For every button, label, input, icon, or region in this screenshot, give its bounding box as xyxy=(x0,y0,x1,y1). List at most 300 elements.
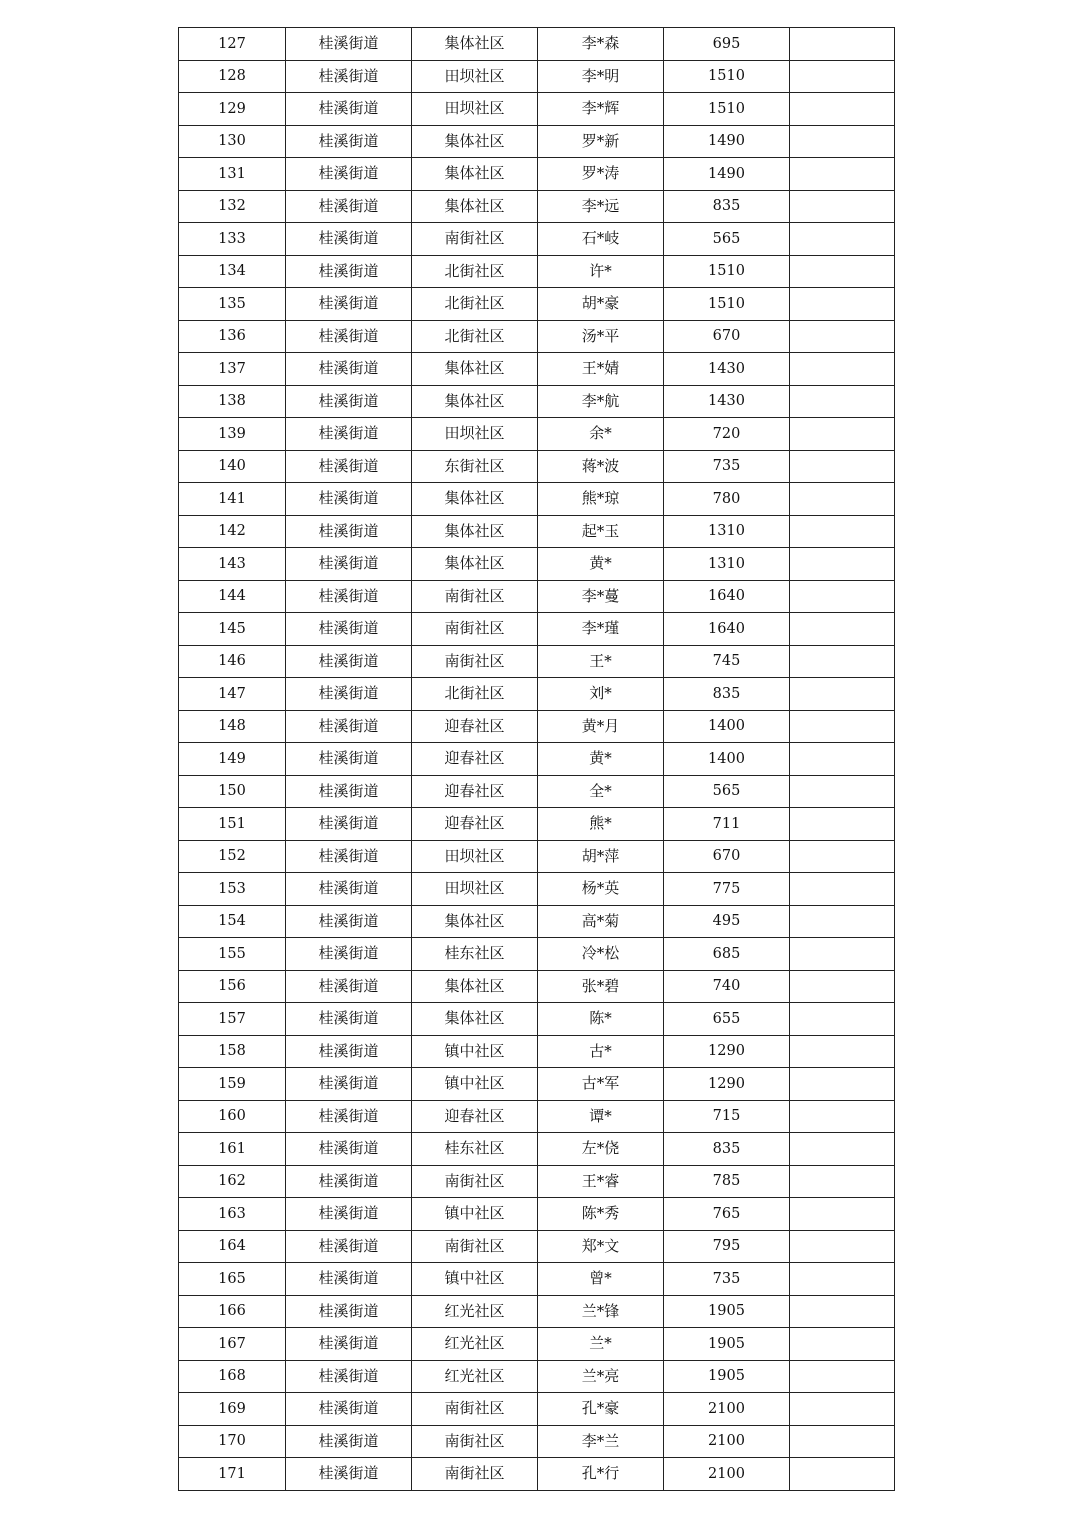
community-cell: 北街社区 xyxy=(412,288,538,321)
row-number-cell: 146 xyxy=(179,645,286,678)
table-row xyxy=(179,1035,895,1068)
row-number-cell: 149 xyxy=(179,743,286,776)
name-cell: 高*菊 xyxy=(538,905,664,938)
amount-cell: 775 xyxy=(664,873,790,906)
remark-cell xyxy=(790,775,895,808)
remark-cell xyxy=(790,938,895,971)
name-cell: 李*蔓 xyxy=(538,580,664,613)
remark-cell xyxy=(790,580,895,613)
table-row xyxy=(179,840,895,873)
amount-cell: 655 xyxy=(664,1003,790,1036)
remark-cell xyxy=(790,1068,895,1101)
name-cell: 兰*亮 xyxy=(538,1360,664,1393)
name-cell: 李*航 xyxy=(538,385,664,418)
table-row xyxy=(179,710,895,743)
community-cell: 集体社区 xyxy=(412,28,538,61)
amount-cell: 1310 xyxy=(664,515,790,548)
remark-cell xyxy=(790,1165,895,1198)
row-number-cell: 128 xyxy=(179,60,286,93)
name-cell: 汤*平 xyxy=(538,320,664,353)
name-cell: 蒋*波 xyxy=(538,450,664,483)
table-row xyxy=(179,190,895,223)
street-cell: 桂溪街道 xyxy=(286,158,412,191)
remark-cell xyxy=(790,678,895,711)
amount-cell: 1290 xyxy=(664,1035,790,1068)
table-row xyxy=(179,873,895,906)
name-cell: 全* xyxy=(538,775,664,808)
amount-cell: 565 xyxy=(664,223,790,256)
table-row xyxy=(179,483,895,516)
amount-cell: 2100 xyxy=(664,1425,790,1458)
table-row xyxy=(179,418,895,451)
name-cell: 杨*英 xyxy=(538,873,664,906)
name-cell: 陈*秀 xyxy=(538,1198,664,1231)
row-number-cell: 141 xyxy=(179,483,286,516)
street-cell: 桂溪街道 xyxy=(286,1003,412,1036)
remark-cell xyxy=(790,125,895,158)
name-cell: 孔*豪 xyxy=(538,1393,664,1426)
name-cell: 许* xyxy=(538,255,664,288)
street-cell: 桂溪街道 xyxy=(286,938,412,971)
row-number-cell: 155 xyxy=(179,938,286,971)
amount-cell: 1400 xyxy=(664,710,790,743)
community-cell: 集体社区 xyxy=(412,158,538,191)
row-number-cell: 138 xyxy=(179,385,286,418)
amount-cell: 1290 xyxy=(664,1068,790,1101)
remark-cell xyxy=(790,1328,895,1361)
row-number-cell: 163 xyxy=(179,1198,286,1231)
row-number-cell: 132 xyxy=(179,190,286,223)
community-cell: 红光社区 xyxy=(412,1295,538,1328)
name-cell: 王*婧 xyxy=(538,353,664,386)
street-cell: 桂溪街道 xyxy=(286,1068,412,1101)
row-number-cell: 153 xyxy=(179,873,286,906)
table-row xyxy=(179,450,895,483)
community-cell: 南街社区 xyxy=(412,1230,538,1263)
row-number-cell: 167 xyxy=(179,1328,286,1361)
street-cell: 桂溪街道 xyxy=(286,548,412,581)
amount-cell: 1510 xyxy=(664,93,790,126)
row-number-cell: 151 xyxy=(179,808,286,841)
table-row xyxy=(179,905,895,938)
name-cell: 王*睿 xyxy=(538,1165,664,1198)
street-cell: 桂溪街道 xyxy=(286,28,412,61)
row-number-cell: 165 xyxy=(179,1263,286,1296)
street-cell: 桂溪街道 xyxy=(286,125,412,158)
table-row xyxy=(179,1328,895,1361)
community-cell: 南街社区 xyxy=(412,223,538,256)
amount-cell: 715 xyxy=(664,1100,790,1133)
community-cell: 集体社区 xyxy=(412,385,538,418)
name-cell: 王* xyxy=(538,645,664,678)
row-number-cell: 147 xyxy=(179,678,286,711)
remark-cell xyxy=(790,158,895,191)
remark-cell xyxy=(790,255,895,288)
row-number-cell: 129 xyxy=(179,93,286,126)
remark-cell xyxy=(790,613,895,646)
amount-cell: 1510 xyxy=(664,255,790,288)
table-row xyxy=(179,385,895,418)
table-row xyxy=(179,125,895,158)
data-table xyxy=(178,27,895,1491)
remark-cell xyxy=(790,1003,895,1036)
community-cell: 桂东社区 xyxy=(412,1133,538,1166)
name-cell: 孔*行 xyxy=(538,1458,664,1491)
street-cell: 桂溪街道 xyxy=(286,970,412,1003)
amount-cell: 765 xyxy=(664,1198,790,1231)
row-number-cell: 142 xyxy=(179,515,286,548)
community-cell: 北街社区 xyxy=(412,678,538,711)
table-row xyxy=(179,60,895,93)
community-cell: 桂东社区 xyxy=(412,938,538,971)
amount-cell: 2100 xyxy=(664,1393,790,1426)
row-number-cell: 139 xyxy=(179,418,286,451)
street-cell: 桂溪街道 xyxy=(286,1100,412,1133)
amount-cell: 1490 xyxy=(664,158,790,191)
table-row xyxy=(179,645,895,678)
name-cell: 熊* xyxy=(538,808,664,841)
street-cell: 桂溪街道 xyxy=(286,1425,412,1458)
remark-cell xyxy=(790,1295,895,1328)
amount-cell: 1310 xyxy=(664,548,790,581)
table-row xyxy=(179,1295,895,1328)
amount-cell: 745 xyxy=(664,645,790,678)
amount-cell: 1640 xyxy=(664,580,790,613)
row-number-cell: 169 xyxy=(179,1393,286,1426)
remark-cell xyxy=(790,1263,895,1296)
community-cell: 镇中社区 xyxy=(412,1198,538,1231)
table-row xyxy=(179,1198,895,1231)
table-row xyxy=(179,678,895,711)
street-cell: 桂溪街道 xyxy=(286,840,412,873)
community-cell: 镇中社区 xyxy=(412,1035,538,1068)
street-cell: 桂溪街道 xyxy=(286,190,412,223)
street-cell: 桂溪街道 xyxy=(286,1458,412,1491)
table-row xyxy=(179,223,895,256)
name-cell: 胡*豪 xyxy=(538,288,664,321)
amount-cell: 720 xyxy=(664,418,790,451)
amount-cell: 565 xyxy=(664,775,790,808)
row-number-cell: 159 xyxy=(179,1068,286,1101)
name-cell: 黄* xyxy=(538,548,664,581)
remark-cell xyxy=(790,873,895,906)
row-number-cell: 158 xyxy=(179,1035,286,1068)
name-cell: 冷*松 xyxy=(538,938,664,971)
amount-cell: 1430 xyxy=(664,353,790,386)
table-body xyxy=(179,28,895,1491)
name-cell: 李*瑾 xyxy=(538,613,664,646)
name-cell: 罗*涛 xyxy=(538,158,664,191)
street-cell: 桂溪街道 xyxy=(286,1198,412,1231)
table-row xyxy=(179,580,895,613)
community-cell: 田坝社区 xyxy=(412,873,538,906)
table-row xyxy=(179,515,895,548)
name-cell: 陈* xyxy=(538,1003,664,1036)
street-cell: 桂溪街道 xyxy=(286,483,412,516)
row-number-cell: 164 xyxy=(179,1230,286,1263)
community-cell: 迎春社区 xyxy=(412,1100,538,1133)
row-number-cell: 130 xyxy=(179,125,286,158)
table-row xyxy=(179,1165,895,1198)
community-cell: 集体社区 xyxy=(412,548,538,581)
remark-cell xyxy=(790,288,895,321)
name-cell: 曾* xyxy=(538,1263,664,1296)
community-cell: 田坝社区 xyxy=(412,60,538,93)
street-cell: 桂溪街道 xyxy=(286,1263,412,1296)
remark-cell xyxy=(790,60,895,93)
table-row xyxy=(179,1133,895,1166)
community-cell: 迎春社区 xyxy=(412,775,538,808)
row-number-cell: 137 xyxy=(179,353,286,386)
table-row xyxy=(179,775,895,808)
table-row xyxy=(179,808,895,841)
name-cell: 石*岐 xyxy=(538,223,664,256)
name-cell: 谭* xyxy=(538,1100,664,1133)
name-cell: 起*玉 xyxy=(538,515,664,548)
amount-cell: 670 xyxy=(664,840,790,873)
street-cell: 桂溪街道 xyxy=(286,775,412,808)
street-cell: 桂溪街道 xyxy=(286,905,412,938)
row-number-cell: 144 xyxy=(179,580,286,613)
community-cell: 田坝社区 xyxy=(412,93,538,126)
amount-cell: 785 xyxy=(664,1165,790,1198)
community-cell: 集体社区 xyxy=(412,515,538,548)
street-cell: 桂溪街道 xyxy=(286,223,412,256)
name-cell: 李*辉 xyxy=(538,93,664,126)
amount-cell: 835 xyxy=(664,678,790,711)
remark-cell xyxy=(790,320,895,353)
table-row xyxy=(179,320,895,353)
name-cell: 胡*萍 xyxy=(538,840,664,873)
table-row xyxy=(179,28,895,61)
remark-cell xyxy=(790,93,895,126)
remark-cell xyxy=(790,385,895,418)
remark-cell xyxy=(790,1425,895,1458)
name-cell: 李*远 xyxy=(538,190,664,223)
amount-cell: 711 xyxy=(664,808,790,841)
remark-cell xyxy=(790,515,895,548)
amount-cell: 735 xyxy=(664,1263,790,1296)
amount-cell: 695 xyxy=(664,28,790,61)
community-cell: 集体社区 xyxy=(412,483,538,516)
remark-cell xyxy=(790,1458,895,1491)
row-number-cell: 143 xyxy=(179,548,286,581)
row-number-cell: 160 xyxy=(179,1100,286,1133)
street-cell: 桂溪街道 xyxy=(286,60,412,93)
row-number-cell: 131 xyxy=(179,158,286,191)
table-row xyxy=(179,1003,895,1036)
street-cell: 桂溪街道 xyxy=(286,710,412,743)
row-number-cell: 150 xyxy=(179,775,286,808)
street-cell: 桂溪街道 xyxy=(286,1393,412,1426)
community-cell: 集体社区 xyxy=(412,353,538,386)
street-cell: 桂溪街道 xyxy=(286,450,412,483)
remark-cell xyxy=(790,808,895,841)
row-number-cell: 145 xyxy=(179,613,286,646)
community-cell: 集体社区 xyxy=(412,190,538,223)
community-cell: 田坝社区 xyxy=(412,418,538,451)
street-cell: 桂溪街道 xyxy=(286,418,412,451)
remark-cell xyxy=(790,710,895,743)
community-cell: 东街社区 xyxy=(412,450,538,483)
row-number-cell: 168 xyxy=(179,1360,286,1393)
remark-cell xyxy=(790,353,895,386)
remark-cell xyxy=(790,548,895,581)
name-cell: 古* xyxy=(538,1035,664,1068)
row-number-cell: 162 xyxy=(179,1165,286,1198)
street-cell: 桂溪街道 xyxy=(286,1165,412,1198)
amount-cell: 1905 xyxy=(664,1360,790,1393)
community-cell: 红光社区 xyxy=(412,1360,538,1393)
name-cell: 黄* xyxy=(538,743,664,776)
community-cell: 田坝社区 xyxy=(412,840,538,873)
amount-cell: 835 xyxy=(664,1133,790,1166)
amount-cell: 740 xyxy=(664,970,790,1003)
community-cell: 集体社区 xyxy=(412,905,538,938)
row-number-cell: 134 xyxy=(179,255,286,288)
community-cell: 南街社区 xyxy=(412,645,538,678)
amount-cell: 2100 xyxy=(664,1458,790,1491)
remark-cell xyxy=(790,28,895,61)
remark-cell xyxy=(790,840,895,873)
amount-cell: 735 xyxy=(664,450,790,483)
amount-cell: 1905 xyxy=(664,1328,790,1361)
row-number-cell: 136 xyxy=(179,320,286,353)
row-number-cell: 170 xyxy=(179,1425,286,1458)
table-row xyxy=(179,548,895,581)
remark-cell xyxy=(790,1133,895,1166)
amount-cell: 1510 xyxy=(664,288,790,321)
name-cell: 李*森 xyxy=(538,28,664,61)
amount-cell: 795 xyxy=(664,1230,790,1263)
table-row xyxy=(179,1393,895,1426)
remark-cell xyxy=(790,1198,895,1231)
community-cell: 集体社区 xyxy=(412,125,538,158)
street-cell: 桂溪街道 xyxy=(286,743,412,776)
name-cell: 兰* xyxy=(538,1328,664,1361)
remark-cell xyxy=(790,1035,895,1068)
remark-cell xyxy=(790,450,895,483)
row-number-cell: 135 xyxy=(179,288,286,321)
row-number-cell: 157 xyxy=(179,1003,286,1036)
community-cell: 迎春社区 xyxy=(412,710,538,743)
remark-cell xyxy=(790,223,895,256)
remark-cell xyxy=(790,905,895,938)
row-number-cell: 148 xyxy=(179,710,286,743)
amount-cell: 1490 xyxy=(664,125,790,158)
street-cell: 桂溪街道 xyxy=(286,678,412,711)
street-cell: 桂溪街道 xyxy=(286,1328,412,1361)
row-number-cell: 140 xyxy=(179,450,286,483)
street-cell: 桂溪街道 xyxy=(286,1230,412,1263)
table-row xyxy=(179,255,895,288)
street-cell: 桂溪街道 xyxy=(286,353,412,386)
row-number-cell: 152 xyxy=(179,840,286,873)
row-number-cell: 156 xyxy=(179,970,286,1003)
table-row xyxy=(179,93,895,126)
row-number-cell: 171 xyxy=(179,1458,286,1491)
table-row xyxy=(179,970,895,1003)
name-cell: 李*明 xyxy=(538,60,664,93)
amount-cell: 1510 xyxy=(664,60,790,93)
name-cell: 兰*锋 xyxy=(538,1295,664,1328)
row-number-cell: 154 xyxy=(179,905,286,938)
community-cell: 镇中社区 xyxy=(412,1068,538,1101)
street-cell: 桂溪街道 xyxy=(286,515,412,548)
community-cell: 镇中社区 xyxy=(412,1263,538,1296)
amount-cell: 1400 xyxy=(664,743,790,776)
table-row xyxy=(179,1425,895,1458)
community-cell: 迎春社区 xyxy=(412,808,538,841)
name-cell: 黄*月 xyxy=(538,710,664,743)
amount-cell: 780 xyxy=(664,483,790,516)
row-number-cell: 166 xyxy=(179,1295,286,1328)
amount-cell: 685 xyxy=(664,938,790,971)
community-cell: 北街社区 xyxy=(412,255,538,288)
name-cell: 古*军 xyxy=(538,1068,664,1101)
remark-cell xyxy=(790,483,895,516)
amount-cell: 1640 xyxy=(664,613,790,646)
table-row xyxy=(179,1458,895,1491)
table-row xyxy=(179,1263,895,1296)
remark-cell xyxy=(790,970,895,1003)
table-row xyxy=(179,613,895,646)
street-cell: 桂溪街道 xyxy=(286,580,412,613)
street-cell: 桂溪街道 xyxy=(286,645,412,678)
community-cell: 南街社区 xyxy=(412,1425,538,1458)
table-row xyxy=(179,353,895,386)
street-cell: 桂溪街道 xyxy=(286,288,412,321)
street-cell: 桂溪街道 xyxy=(286,93,412,126)
community-cell: 南街社区 xyxy=(412,1458,538,1491)
table-row xyxy=(179,288,895,321)
amount-cell: 1430 xyxy=(664,385,790,418)
street-cell: 桂溪街道 xyxy=(286,255,412,288)
remark-cell xyxy=(790,645,895,678)
remark-cell xyxy=(790,1230,895,1263)
street-cell: 桂溪街道 xyxy=(286,1035,412,1068)
name-cell: 李*兰 xyxy=(538,1425,664,1458)
table-row xyxy=(179,1360,895,1393)
community-cell: 红光社区 xyxy=(412,1328,538,1361)
remark-cell xyxy=(790,1393,895,1426)
community-cell: 南街社区 xyxy=(412,1165,538,1198)
community-cell: 北街社区 xyxy=(412,320,538,353)
street-cell: 桂溪街道 xyxy=(286,320,412,353)
remark-cell xyxy=(790,190,895,223)
street-cell: 桂溪街道 xyxy=(286,385,412,418)
amount-cell: 1905 xyxy=(664,1295,790,1328)
street-cell: 桂溪街道 xyxy=(286,808,412,841)
table-row xyxy=(179,1068,895,1101)
name-cell: 余* xyxy=(538,418,664,451)
row-number-cell: 161 xyxy=(179,1133,286,1166)
name-cell: 张*碧 xyxy=(538,970,664,1003)
remark-cell xyxy=(790,1360,895,1393)
street-cell: 桂溪街道 xyxy=(286,1295,412,1328)
row-number-cell: 127 xyxy=(179,28,286,61)
community-cell: 南街社区 xyxy=(412,580,538,613)
community-cell: 集体社区 xyxy=(412,970,538,1003)
community-cell: 集体社区 xyxy=(412,1003,538,1036)
amount-cell: 670 xyxy=(664,320,790,353)
community-cell: 南街社区 xyxy=(412,1393,538,1426)
amount-cell: 495 xyxy=(664,905,790,938)
name-cell: 熊*琼 xyxy=(538,483,664,516)
name-cell: 左*侥 xyxy=(538,1133,664,1166)
remark-cell xyxy=(790,418,895,451)
remark-cell xyxy=(790,1100,895,1133)
